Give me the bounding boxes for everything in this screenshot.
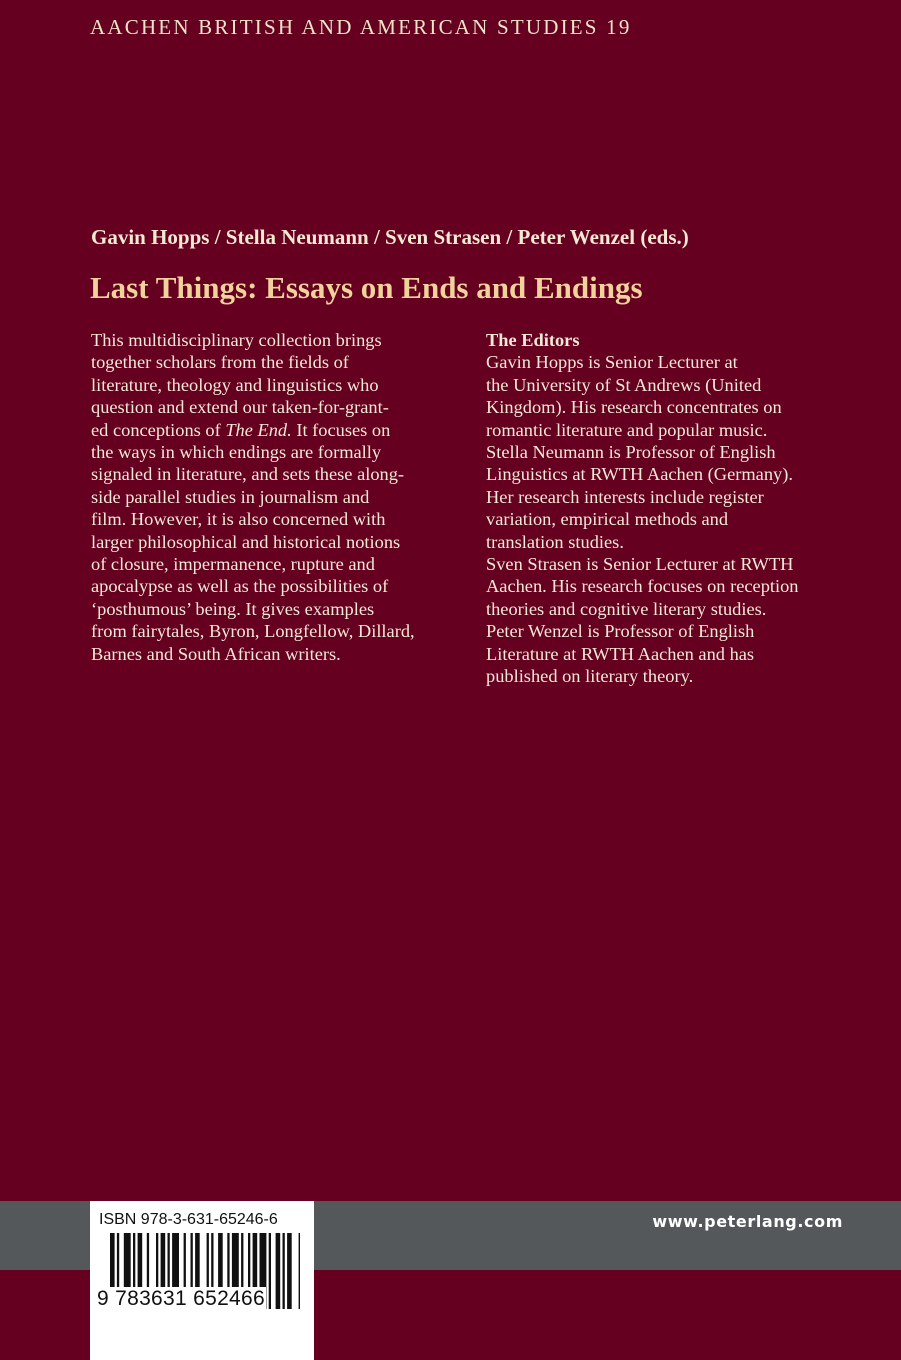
bio-line: the University of St Andrews (United — [486, 374, 762, 395]
editors-bio-column — [486, 329, 856, 688]
barcode-bar — [276, 1233, 281, 1309]
bio-line: Stella Neumann is Professor of English — [486, 442, 776, 463]
bio-line: Literature at RWTH Aachen and has — [486, 643, 755, 664]
description-line: from fairytales, Byron, Longfellow, Dillard, — [91, 621, 415, 642]
barcode-digits: 9 783631 652466 — [97, 1287, 265, 1310]
description-line: question and extend our taken-for-grant- — [91, 397, 389, 418]
barcode-panel — [90, 1201, 314, 1360]
bio-line: variation, empirical methods and — [486, 509, 729, 530]
description-line: together scholars from the fields of — [91, 352, 349, 373]
series-title: AACHEN BRITISH AND AMERICAN STUDIES 19 — [90, 15, 632, 39]
publisher-url[interactable]: www.peterlang.com — [652, 1212, 843, 1231]
bio-line: Gavin Hopps is Senior Lecturer at — [486, 352, 738, 373]
editors-line: Gavin Hopps / Stella Neumann / Sven Strasen / Peter Wenzel (eds.) — [91, 225, 689, 249]
bio-line: Aachen. His research focuses on reception — [486, 576, 799, 597]
description-text: It focuses on — [291, 419, 391, 440]
description-line: of closure, impermanence, rupture and — [91, 554, 375, 575]
isbn-label: ISBN 978-3-631-65246-6 — [99, 1211, 278, 1228]
description-line: This multidisciplinary collection brings — [91, 330, 382, 350]
description-line: literature, theology and linguistics who — [91, 374, 379, 395]
description-line: apocalypse as well as the possibilities of — [91, 576, 389, 597]
barcode-bar — [269, 1233, 271, 1309]
bio-line: theories and cognitive literary studies. — [486, 598, 767, 619]
book-title: Last Things: Essays on Ends and Endings — [90, 270, 643, 305]
barcode-bar — [283, 1233, 285, 1309]
description-line: ‘posthumous’ being. It gives examples — [91, 598, 375, 619]
bio-line: Her research interests include register — [486, 486, 764, 507]
bio-line: Linguistics at RWTH Aachen (Germany). — [486, 464, 793, 485]
description-line: the ways in which endings are formally — [91, 442, 382, 463]
description-column — [91, 329, 457, 665]
barcode-bar — [299, 1233, 300, 1309]
bio-line: Peter Wenzel is Professor of English — [486, 621, 755, 642]
description-line: Barnes and South African writers. — [91, 643, 341, 664]
bio-line: Kingdom). His research concentrates on — [486, 397, 782, 418]
description-line: signaled in literature, and sets these along- — [91, 464, 405, 485]
description-line: side parallel studies in journalism and — [91, 486, 370, 507]
italic-title: The End. — [225, 419, 292, 440]
description-line — [91, 419, 457, 441]
bio-line: published on literary theory. — [486, 666, 694, 687]
description-line: larger philosophical and historical notions — [91, 531, 401, 552]
bio-line: Sven Strasen is Senior Lecturer at RWTH — [486, 554, 794, 575]
editors-heading: The Editors — [486, 330, 580, 350]
barcode-bar — [287, 1233, 292, 1309]
description-line: film. However, it is also concerned with — [91, 509, 386, 530]
description-text: ed conceptions of — [91, 419, 226, 440]
bio-line: romantic literature and popular music. — [486, 419, 768, 440]
bio-line: translation studies. — [486, 531, 624, 552]
